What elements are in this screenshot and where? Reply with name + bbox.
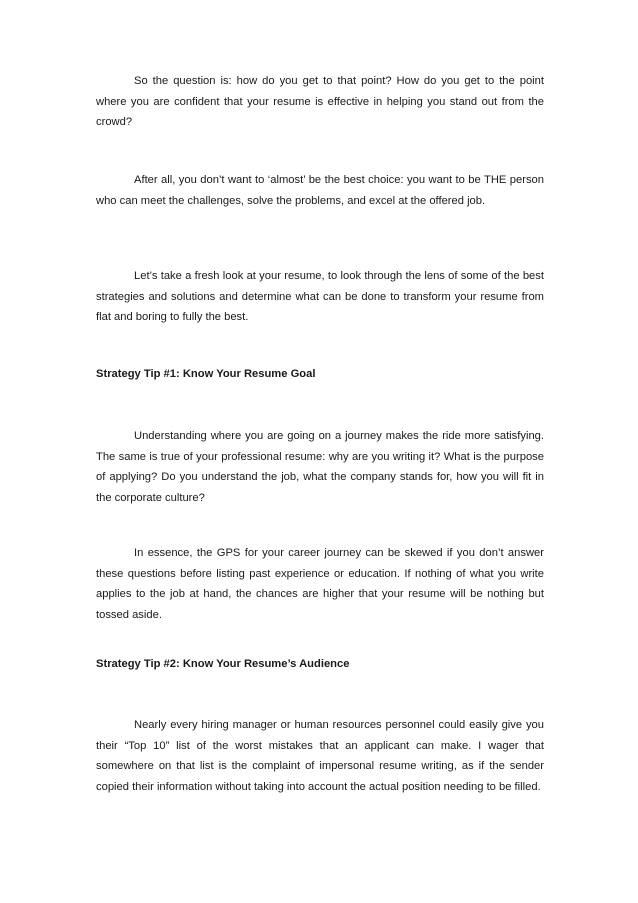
paragraph-journey: Understanding where you are going on a journey makes the ride more satisfying. The same is true of your professional resume: why are you writing it? What is the purpose of applying? Do you understand the job, what the company stands for, how you will fit in the corporate culture? (96, 430, 544, 504)
paragraph-best-choice: After all, you don’t want to ‘almost’ be the best choice: you want to be THE person who can meet the challenges, solve the problems, and excel at the offered job. (96, 174, 544, 207)
heading-strategy-tip-1: Strategy Tip #1: Know Your Resume Goal (96, 368, 316, 380)
heading-strategy-tip-2: Strategy Tip #2: Know Your Resume’s Audience (96, 658, 350, 670)
paragraph-gps: In essence, the GPS for your career journey can be skewed if you don’t answer these questions before listing past experience or education. If nothing of what you write applies to the job at hand, the chances are higher that your resume will be nothing but tossed aside. (96, 547, 544, 621)
paragraph-fresh-look: Let’s take a fresh look at your resume, to look through the lens of some of the best strategies and solutions and determine what can be done to transform your resume from flat and boring to fully the best. (96, 270, 544, 323)
paragraph-question: So the question is: how do you get to that point? How do you get to the point where you are confident that your resume is effective in helping you stand out from the crowd? (96, 75, 544, 128)
paragraph-hiring-manager: Nearly every hiring manager or human resources personnel could easily give you their “Top 10” list of the worst mistakes that an applicant can make. I wager that somewhere on that list is the complaint of impersonal resume writing, as if the sender copied their information without taking into account the actual position needing to be filled. (96, 719, 544, 793)
